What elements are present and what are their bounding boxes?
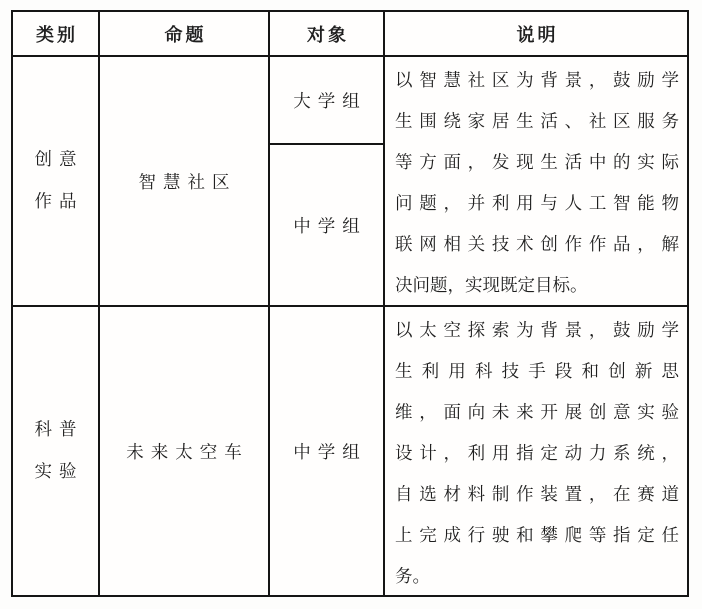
description-line: 以太空探索为背景，鼓励学	[395, 321, 679, 341]
header-category: 类别	[13, 12, 98, 55]
group-cell-middle-school: 中学组	[270, 145, 383, 305]
competition-categories-table	[11, 10, 689, 597]
description-line: 上完成行驶和攀爬等指定任	[395, 526, 679, 546]
header-target-group: 对象	[270, 12, 383, 55]
description-line: 务。	[395, 567, 430, 587]
topic-cell-smart-community: 智慧社区	[100, 57, 268, 305]
description-line: 等方面，发现生活中的实际	[395, 153, 679, 173]
header-description: 说明	[385, 12, 687, 55]
category-line: 科普	[34, 420, 84, 440]
description-line: 生利用科技手段和创新思	[395, 362, 679, 382]
header-topic: 命题	[100, 12, 268, 55]
description-line: 以智慧社区为背景，鼓励学	[395, 71, 679, 91]
category-line: 实验	[34, 462, 84, 482]
description-line: 问题，并利用与人工智能物	[395, 194, 679, 214]
description-line: 设计，利用指定动力系统，	[395, 444, 679, 464]
description-line: 决问题，实现既定目标。	[395, 276, 588, 296]
description-line: 联网相关技术创作作品，解	[395, 235, 679, 255]
description-cell-science-experiment	[385, 307, 687, 595]
category-cell-science-experiment	[13, 307, 98, 595]
topic-cell-future-space-vehicle: 未来太空车	[100, 307, 268, 595]
description-line: 维，面向未来开展创意实验	[395, 403, 679, 423]
description-line: 生围绕家居生活、社区服务	[395, 112, 679, 132]
description-line: 自选材料制作装置，在赛道	[395, 485, 679, 505]
description-cell-creative-works	[385, 57, 687, 305]
group-cell-university: 大学组	[270, 57, 383, 143]
category-line: 作品	[34, 192, 84, 212]
category-line: 创意	[34, 150, 84, 170]
group-cell-middle-school: 中学组	[270, 307, 383, 595]
category-cell-creative-works	[13, 57, 98, 305]
